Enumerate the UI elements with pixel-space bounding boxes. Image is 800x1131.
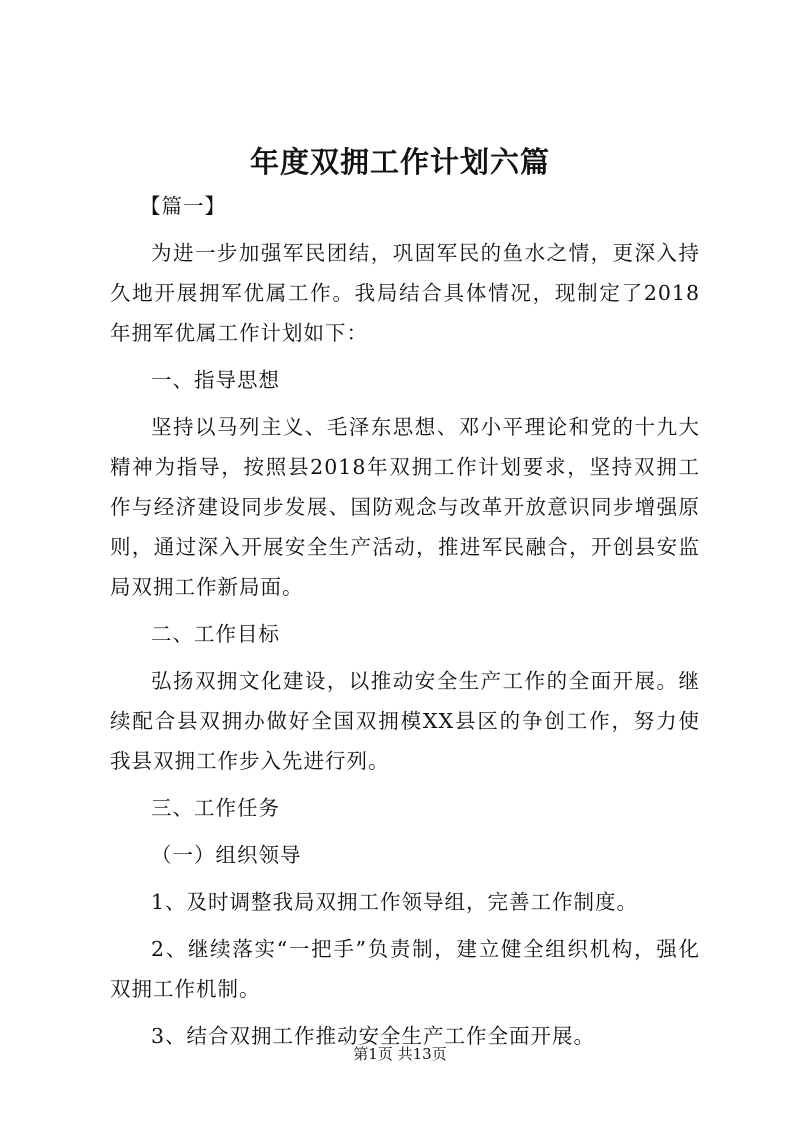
heading-work-goals: 二、工作目标: [151, 622, 280, 646]
list-item-1: 1、及时调整我局双拥工作领导组，完善工作制度。: [151, 890, 639, 914]
list-item-2: 2、继续落实“一把手”负责制，建立健全组织机构，强化双拥工作机制。: [110, 937, 700, 1001]
document-title: 年度双拥工作计划六篇: [249, 145, 550, 179]
paragraph-guiding-ideology: 坚持以马列主义、毛泽东思想、邓小平理论和党的十九大精神为指导，按照县2018年双拥工作计划要求，坚持双拥工作与经济建设同步发展、国防观念与改革开放意识同步增强原则，通过深入开展安全生产活动，推进军民融合，开创县安监局双拥工作新局面。: [110, 415, 700, 599]
section-tag: 【篇一】: [140, 194, 226, 218]
document-body: [110, 186, 700, 1063]
heading-guiding-ideology: 一、指导思想: [151, 368, 280, 392]
paragraph-work-goals: 弘扬双拥文化建设，以推动安全生产工作的全面开展。继续配合县双拥办做好全国双拥模XX县区的争创工作，努力使我县双拥工作步入先进行列。: [110, 669, 700, 773]
subheading-organization: （一）组织领导: [151, 843, 302, 867]
page-number-footer: 第1页 共13页: [353, 1045, 447, 1063]
list-item-3: 3、结合双拥工作推动安全生产工作全面开展。: [151, 1024, 596, 1048]
heading-work-tasks: 三、工作任务: [151, 796, 280, 820]
paragraph-intro: 为进一步加强军民团结，巩固军民的鱼水之情，更深入持久地开展拥军优属工作。我局结合具体情况，现制定了2018年拥军优属工作计划如下：: [110, 241, 700, 345]
